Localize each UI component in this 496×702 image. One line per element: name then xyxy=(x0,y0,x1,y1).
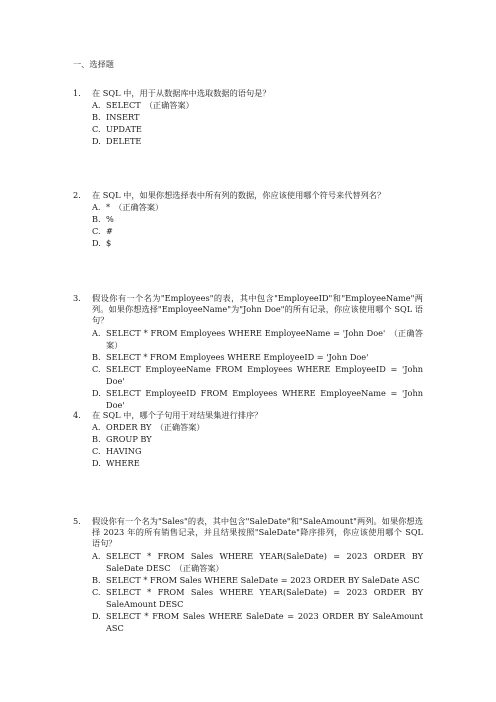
question-4 xyxy=(73,410,423,470)
question-number: 5. xyxy=(73,516,81,526)
option-letter: C. xyxy=(92,446,101,457)
option-letter: C. xyxy=(92,226,101,237)
option-letter: A. xyxy=(92,422,101,433)
option-letter: A. xyxy=(92,202,101,213)
option-d xyxy=(73,610,423,634)
option-letter: D. xyxy=(92,136,101,147)
question-stem xyxy=(73,88,423,99)
question-number: 2. xyxy=(73,190,81,200)
question-text: 在 SQL 中，如果你想选择表中所有列的数据，你应该使用哪个符号来代替列名？ xyxy=(92,190,386,200)
option-a xyxy=(73,550,423,574)
option-letter: B. xyxy=(92,351,101,362)
option-b xyxy=(73,351,423,363)
option-text: DELETE xyxy=(106,136,142,147)
option-c xyxy=(73,225,423,237)
option-text: SELECT * FROM Sales WHERE YEAR(SaleDate) = 2023 ORDER BY SaleAmount DESC xyxy=(106,586,423,609)
option-b xyxy=(73,574,423,586)
option-text: SELECT * FROM Employees WHERE EmployeeName = 'John Doe' xyxy=(106,327,386,338)
option-letter: C. xyxy=(92,363,101,374)
question-text: 在 SQL 中，哪个子句用于对结果集进行排序？ xyxy=(92,410,263,420)
question-text: 假设你有一个名为"Sales"的表，其中包含"SaleDate"和"SaleAmount"两列。如果你想选择 2023 年的所有销售记录，并且结果按照"SaleDate"降序排列，你应该使用哪个 SQL 语句？ xyxy=(92,516,423,549)
option-a xyxy=(73,201,423,213)
option-letter: C. xyxy=(92,586,101,597)
option-text: GROUP BY xyxy=(106,434,152,445)
question-5 xyxy=(73,516,423,634)
correct-answer-note: （正确答案） xyxy=(174,562,224,573)
option-d xyxy=(73,135,423,147)
option-text: % xyxy=(106,214,114,225)
option-letter: B. xyxy=(92,112,101,123)
option-c xyxy=(73,586,423,610)
option-a xyxy=(73,421,423,433)
question-3 xyxy=(73,293,423,411)
option-text: SELECT * FROM Sales WHERE SaleDate = 2023 ORDER BY SaleAmount ASC xyxy=(106,611,423,634)
option-text: SELECT xyxy=(106,100,141,111)
question-1 xyxy=(73,88,423,148)
correct-answer-note: （正确答案） xyxy=(144,100,194,111)
option-text: SELECT * FROM Employees WHERE EmployeeID = 'John Doe' xyxy=(106,351,369,362)
option-text: HAVING xyxy=(106,446,142,457)
option-c xyxy=(73,123,423,135)
option-letter: D. xyxy=(92,611,101,622)
option-b xyxy=(73,111,423,123)
option-text: SELECT EmployeeName FROM Employees WHERE EmployeeID = 'John Doe' xyxy=(106,363,423,386)
option-text: $ xyxy=(106,238,112,249)
option-text: UPDATE xyxy=(106,124,142,135)
option-c xyxy=(73,363,423,387)
question-stem xyxy=(73,410,423,421)
correct-answer-note: （正确答案） xyxy=(114,202,164,213)
option-b xyxy=(73,213,423,225)
option-letter: B. xyxy=(92,574,101,585)
question-text: 在 SQL 中，用于从数据库中选取数据的语句是？ xyxy=(92,88,271,98)
option-letter: C. xyxy=(92,124,101,135)
option-letter: A. xyxy=(92,327,101,338)
option-letter: D. xyxy=(92,388,101,399)
question-stem xyxy=(73,516,423,550)
option-c xyxy=(73,445,423,457)
option-letter: A. xyxy=(92,550,101,561)
option-letter: A. xyxy=(92,100,101,111)
correct-answer-note: （正确答案） xyxy=(106,327,423,350)
option-letter: B. xyxy=(92,434,101,445)
option-text: ORDER BY xyxy=(106,422,152,433)
option-text: SELECT * FROM Sales WHERE YEAR(SaleDate) = 2023 ORDER BY SaleDate DESC xyxy=(106,550,423,573)
question-number: 1. xyxy=(73,88,81,98)
option-letter: D. xyxy=(92,458,101,469)
correct-answer-note: （正确答案） xyxy=(155,422,205,433)
option-d xyxy=(73,457,423,469)
question-number: 4. xyxy=(73,410,81,420)
option-text: SELECT * FROM Sales WHERE SaleDate = 2023 ORDER BY SaleDate ASC xyxy=(106,574,420,585)
option-text: INSERT xyxy=(106,112,140,123)
question-stem xyxy=(73,293,423,327)
option-d xyxy=(73,387,423,411)
option-text: # xyxy=(106,226,113,237)
option-d xyxy=(73,237,423,249)
option-b xyxy=(73,433,423,445)
option-a xyxy=(73,99,423,111)
question-2 xyxy=(73,190,423,250)
option-letter: B. xyxy=(92,214,101,225)
option-a xyxy=(73,327,423,351)
question-number: 3. xyxy=(73,293,81,303)
question-text: 假设你有一个名为"Employees"的表，其中包含"EmployeeID"和"EmployeeName"两列。如果你想选择"EmployeeName"为"John Doe"的所有记录，你应该使用哪个 SQL 语句？ xyxy=(92,293,423,326)
option-text: WHERE xyxy=(106,458,140,469)
option-letter: D. xyxy=(92,238,101,249)
section-title: 一、选择题 xyxy=(73,59,114,69)
option-text: * xyxy=(106,202,111,213)
question-stem xyxy=(73,190,423,201)
option-text: SELECT EmployeeID FROM Employees WHERE EmployeeName = 'John Doe' xyxy=(106,388,423,411)
